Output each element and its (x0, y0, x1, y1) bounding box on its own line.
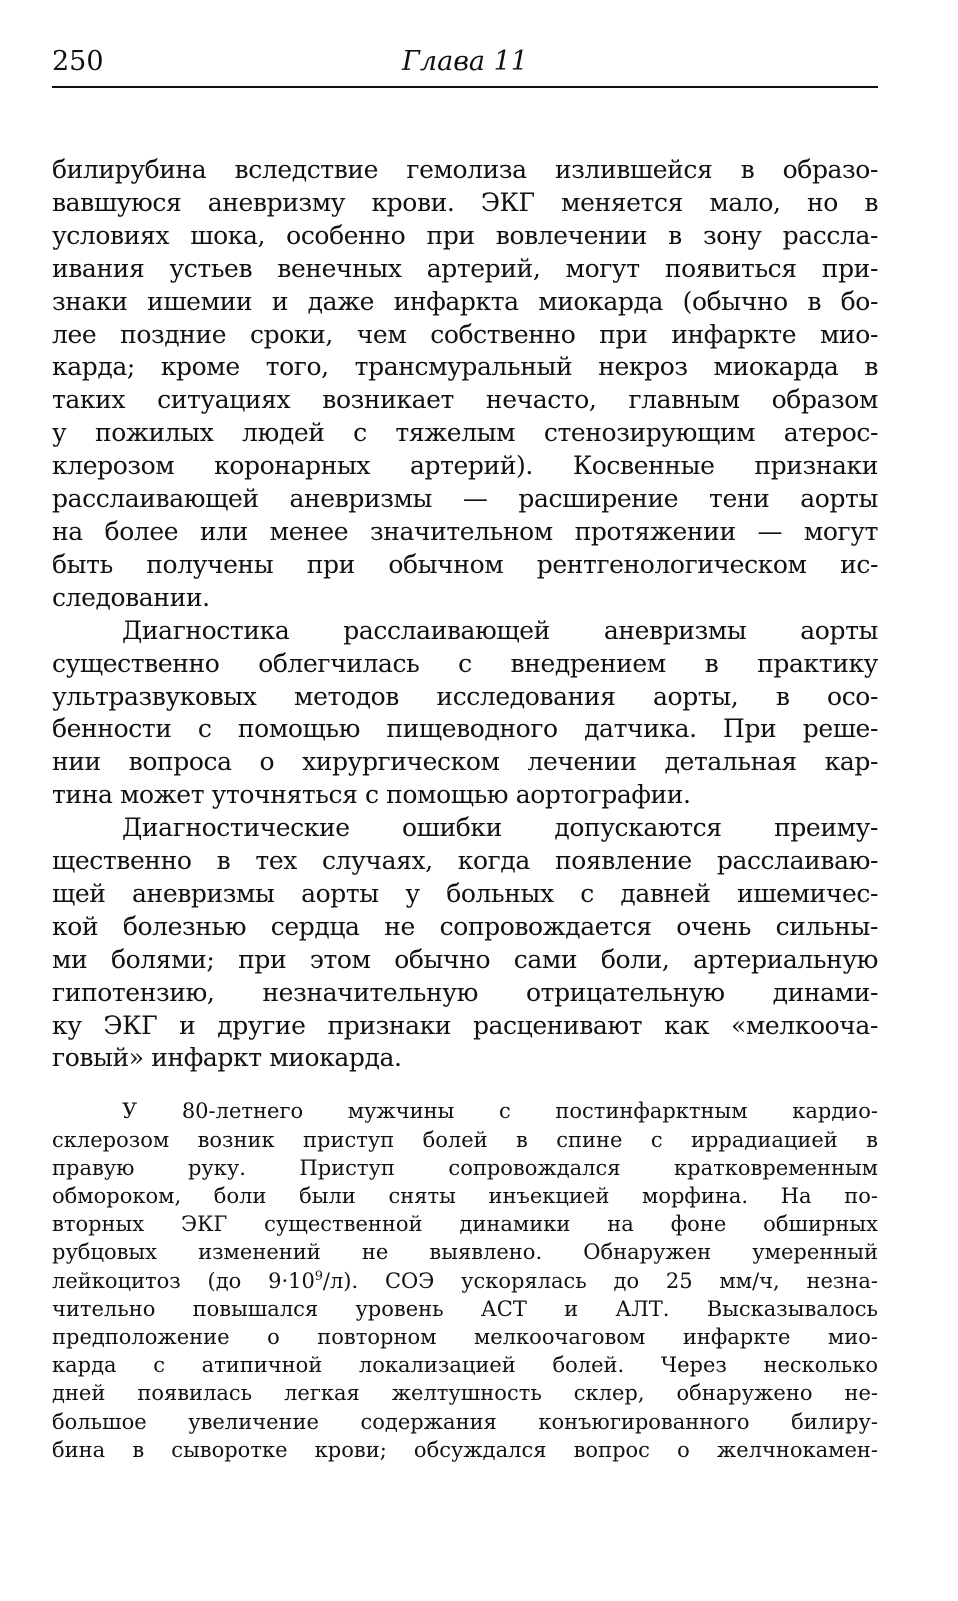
text-line: таких ситуациях возникает нечасто, главным образом (52, 385, 878, 415)
case-line: чительно повышался уровень АСТ и АЛТ. Высказывалось (52, 1296, 878, 1321)
case-line-leukocytosis (52, 1267, 878, 1295)
leukocytosis-exponent: 9 (314, 1267, 323, 1283)
leukocytosis-text-after: /л). СОЭ ускорялась до 25 мм/ч, незна- (322, 1268, 878, 1293)
case-line: большое увеличение содержания конъюгированного билиру- (52, 1409, 878, 1434)
text-line: вавшуюся аневризму крови. ЭКГ меняется мало, но в (52, 187, 878, 217)
paragraph-2 (52, 615, 878, 812)
text-line: быть получены при обычном рентгенологическом ис- (52, 549, 878, 579)
case-line: склерозом возник приступ болей в спине с иррадиацией в (52, 1127, 878, 1152)
text-line: ми болями; при этом обычно сами боли, артериальную (52, 944, 878, 974)
running-head (52, 40, 878, 88)
text-line: бенности с помощью пищеводного датчика. При реше- (52, 714, 878, 744)
case-line: вторных ЭКГ существенной динамики на фоне обширных (52, 1212, 878, 1237)
text-line: щей аневризмы аорты у больных с давней ишемичес- (52, 878, 878, 908)
case-line: рубцовых изменений не выявлено. Обнаружен умеренный (52, 1240, 878, 1265)
text-line: клерозом коронарных артерий). Косвенные признаки (52, 451, 878, 481)
chapter-title: Глава 11 (402, 46, 528, 77)
text-line: на более или менее значительном протяжении — могут (52, 516, 878, 546)
text-line: у пожилых людей с тяжелым стенозирующим атерос- (52, 418, 878, 448)
text-line: Диагностические ошибки допускаются преиму- (122, 813, 878, 843)
text-line: ку ЭКГ и другие признаки расценивают как «мелкоочa- (52, 1010, 878, 1040)
paragraph-3 (52, 812, 878, 1075)
text-line: лее поздние сроки, чем собственно при инфаркте мио- (52, 319, 878, 349)
text-line: говый» инфаркт миокарда. (52, 1043, 402, 1073)
text-line: гипотензию, незначительную отрицательную динами- (52, 977, 878, 1007)
text-line: кой болезнью сердца не сопровождается очень сильны- (52, 911, 878, 941)
case-line: карда с атипичной локализацией болей. Через несколько (52, 1353, 878, 1378)
text-line: ивания устьев венечных артерий, могут появиться при- (52, 253, 878, 283)
case-line: У 80-летнего мужчины с постинфарктным кардио- (122, 1099, 878, 1124)
text-line: тина может уточняться с помощью аортографии. (52, 780, 691, 810)
body-text (52, 154, 878, 1075)
case-line: обмороком, боли были сняты инъекцией морфина. На по- (52, 1183, 878, 1208)
paragraph-1 (52, 154, 878, 615)
case-line: предположение о повторном мелкоочаговом инфаркте мио- (52, 1325, 878, 1349)
case-report (52, 1097, 878, 1464)
text-line: Диагностика расслаивающей аневризмы аорты (122, 615, 878, 645)
page-number: 250 (52, 46, 104, 77)
case-line: дней появилась легкая желтушность склер, обнаружено не- (52, 1381, 878, 1406)
text-line: расслаивающей аневризмы — расширение тени аорты (52, 484, 878, 514)
text-line: щественно в тех случаях, когда появление расслаиваю- (52, 846, 878, 876)
text-line: знаки ишемии и даже инфаркта миокарда (обычно в бо- (52, 286, 878, 316)
text-line: билирубина вследствие гемолиза излившейся в образо- (52, 155, 878, 184)
text-line: карда; кроме того, трансмуральный некроз миокарда в (52, 352, 878, 382)
case-line: правую руку. Приступ сопровождался кратковременным (52, 1155, 878, 1180)
text-line: следовании. (52, 582, 210, 612)
text-line: нии вопроса о хирургическом лечении детальная кар- (52, 747, 878, 777)
text-line: условиях шока, особенно при вовлечении в зону рассла- (52, 220, 878, 250)
text-line: существенно облегчилась с внедрением в практику (52, 648, 878, 678)
leukocytosis-text-before: лейкоцитоз (до 9·10 (52, 1268, 315, 1293)
case-line: бина в сыворотке крови; обсуждался вопрос о желчнокамен- (52, 1437, 878, 1462)
book-page (52, 40, 878, 1464)
text-line: ультразвуковых методов исследования аорты, в осо- (52, 681, 878, 711)
